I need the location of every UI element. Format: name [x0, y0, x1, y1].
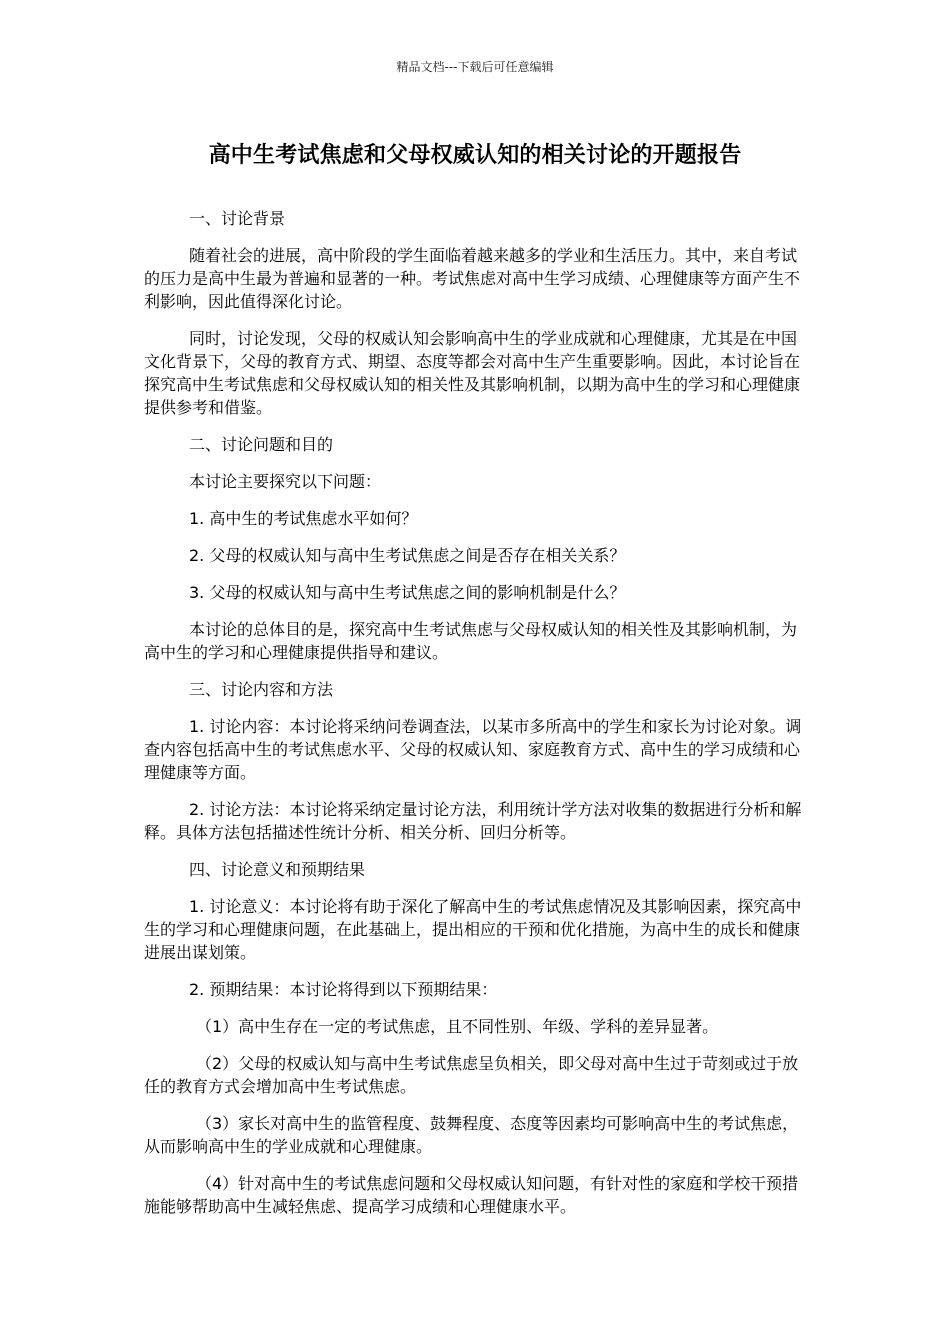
sub-list-item: （4）针对高中生的考试焦虑问题和父母权威认知问题，有针对性的家庭和学校干预措施能够帮助高中生减轻焦虑、提高学习成绩和心理健康水平。	[144, 1174, 799, 1216]
list-item: 1. 高中生的考试焦虑水平如何？	[189, 509, 418, 528]
section-heading-content-methods: 三、讨论内容和方法	[189, 680, 334, 699]
list-item: 3. 父母的权威认知与高中生考试焦虑之间的影响机制是什么？	[189, 583, 626, 602]
sub-list-item: （2）父母的权威认知与高中生考试焦虑呈负相关，即父母对高中生过于苛刻或过于放任的教育方式会增加高中生考试焦虑。	[144, 1054, 799, 1096]
paragraph: 随着社会的进展，高中阶段的学生面临着越来越多的学业和生活压力。其中，来自考试的压力是高中生最为普遍和显著的一种。考试焦虑对高中生学习成绩、心理健康等方面产生不利影响，因此值得深化讨论。	[144, 246, 801, 311]
list-item: 1. 讨论内容：本讨论将采纳问卷调查法，以某市多所高中的学生和家长为讨论对象。调查内容包括高中生的考试焦虑水平、父母的权威认知、家庭教育方式、高中生的学习成绩和心理健康等方面。	[144, 717, 802, 782]
header-note: 精品文档---下载后可任意编辑	[396, 60, 554, 74]
sub-list-item: （3）家长对高中生的监管程度、鼓舞程度、态度等因素均可影响高中生的考试焦虑，从而影响高中生的学业成就和心理健康。	[144, 1114, 799, 1156]
list-item: 2. 父母的权威认知与高中生考试焦虑之间是否存在相关关系？	[189, 546, 626, 565]
list-item: 2. 讨论方法：本讨论将采纳定量讨论方法，利用统计学方法对收集的数据进行分析和解释。具体方法包括描述性统计分析、相关分析、回归分析等。	[144, 800, 802, 842]
paragraph: 本讨论主要探究以下问题：	[189, 472, 382, 491]
section-heading-significance: 四、讨论意义和预期结果	[189, 860, 366, 879]
document-body	[144, 207, 806, 1232]
section-heading-background: 一、讨论背景	[189, 209, 286, 228]
paragraph: 本讨论的总体目的是，探究高中生考试焦虑与父母权威认知的相关性及其影响机制，为高中生的学习和心理健康提供指导和建议。	[144, 620, 798, 662]
sub-list-item: （1）高中生存在一定的考试焦虑，且不同性别、年级、学科的差异显著。	[196, 1017, 719, 1036]
list-item: 1. 讨论意义：本讨论将有助于深化了解高中生的考试焦虑情况及其影响因素，探究高中生的学习和心理健康问题，在此基础上，提出相应的干预和优化措施，为高中生的成长和健康进展出谋划策。	[144, 897, 802, 962]
paragraph: 同时，讨论发现，父母的权威认知会影响高中生的学业成就和心理健康，尤其是在中国文化背景下，父母的教育方式、期望、态度等都会对高中生产生重要影响。因此，本讨论旨在探究高中生考试焦虑和父母权威认知的相关性及其影响机制，以期为高中生的学习和心理健康提供参考和借鉴。	[144, 329, 801, 417]
document-title: 高中生考试焦虑和父母权威认知的相关讨论的开题报告	[208, 143, 742, 168]
section-heading-questions: 二、讨论问题和目的	[189, 435, 334, 454]
list-item: 2. 预期结果：本讨论将得到以下预期结果：	[189, 980, 498, 999]
